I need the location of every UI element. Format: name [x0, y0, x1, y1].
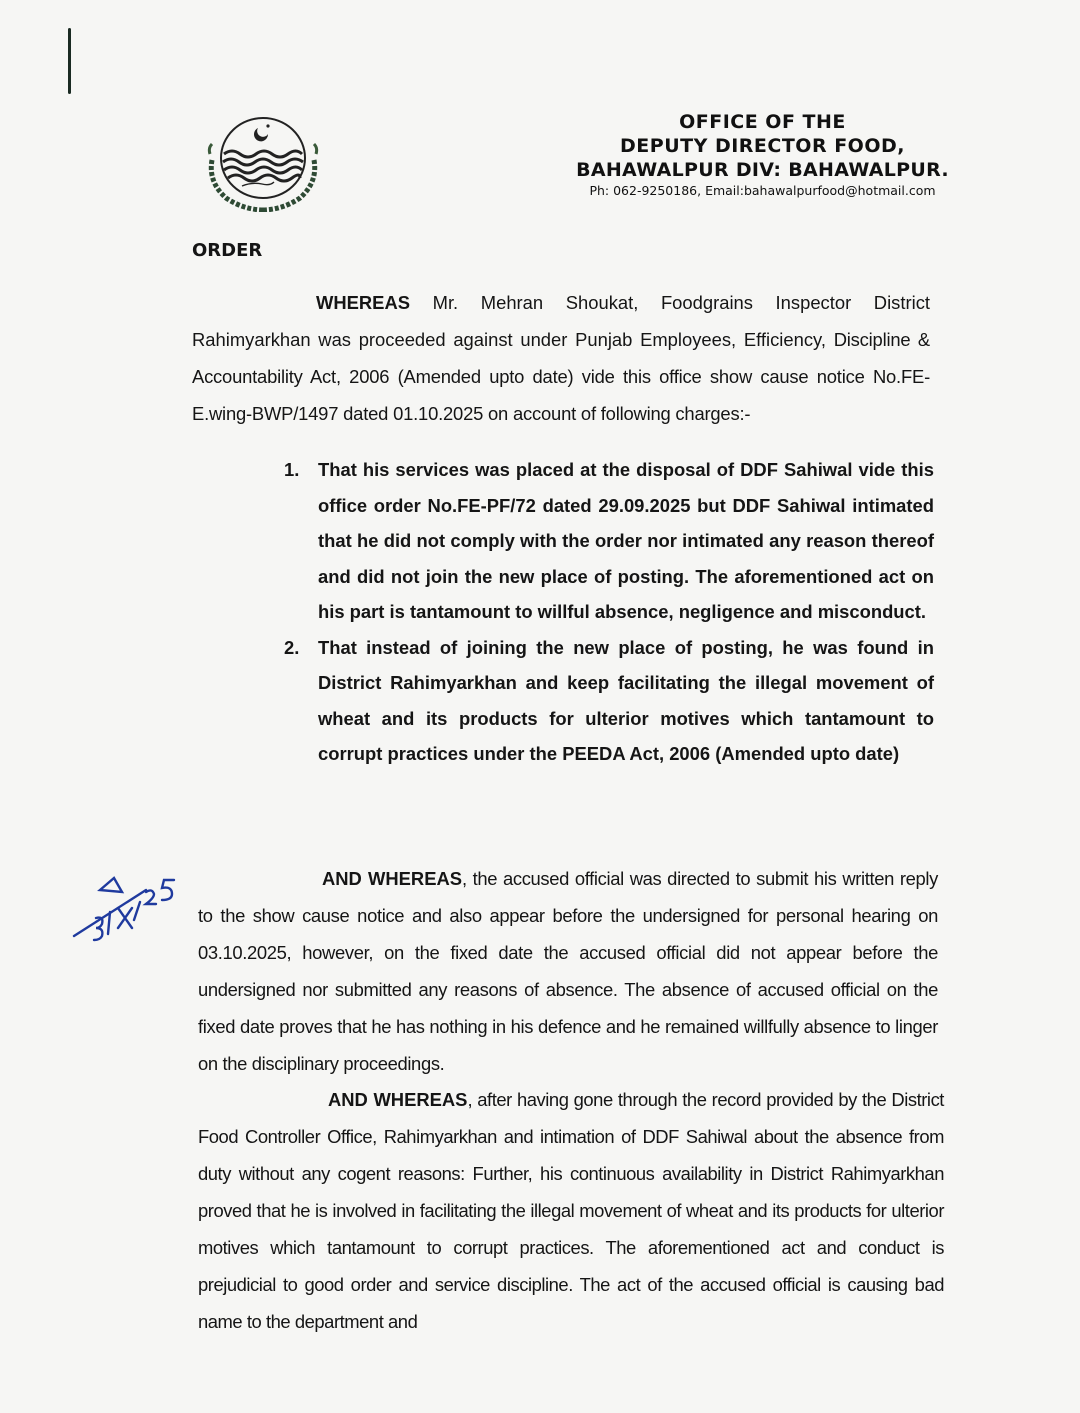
- charge-item: [284, 630, 934, 772]
- charge-item: [284, 452, 934, 630]
- handwritten-date-annotation: [70, 868, 185, 948]
- paragraph-and-whereas-2: [198, 1081, 944, 1340]
- order-title: ORDER: [192, 240, 263, 261]
- letterhead-line-2: DEPUTY DIRECTOR FOOD,: [620, 135, 905, 157]
- charge-number: 2.: [284, 636, 300, 658]
- letterhead-contact: Ph: 062-9250186, Email:bahawalpurfood@hotmail.com: [589, 183, 936, 198]
- paragraph-text: Discipline & Accountability Act, 2006 (Amended upto date) vide this office show cause notice No.FE-E.wing-BWP/1497 dated 01.10.2025 on account of following charges:-: [192, 329, 930, 424]
- paragraph-lead: AND WHEREAS: [328, 1089, 468, 1110]
- paragraph-text: Mr. Mehran Shoukat, Foodgrains Inspector District Rahimyarkhan was proceeded against under Punjab Employees, Efficiency,: [192, 292, 930, 350]
- punjab-emblem-icon: [198, 112, 328, 212]
- charge-text: That his services was placed at the disposal of DDF Sahiwal vide this office order No.FE-PF/72 dated 29.09.2025 but DDF Sahiwal intimated that he did not comply with the order nor intimated any reason thereof and did not join the new place of posting. The aforementioned act on his part is tantamount to willful absence, negligence and misconduct.: [318, 459, 934, 622]
- charge-number: 1.: [284, 459, 300, 480]
- charge-text: That instead of joining the new place of posting, he was found in District Rahimyarkhan and keep facilitating the illegal movement of wheat and its products for ulterior motives which tantamount to corrupt practices under the PEEDA Act, 2006 (Amended upto date): [318, 636, 934, 764]
- paragraph-whereas: [192, 284, 930, 432]
- letterhead: [540, 110, 985, 199]
- paragraph-text: , after having gone through the record provided by the District Food Controller Office, Rahimyarkhan and intimation of DDF Sahiwal about the absence from duty without any cogent reasons: Further, his continuous availability in District Rahimyarkhan proved that he is involved in facilitating the illegal movement of wheat and its products for ulterior motives which tantamount to corrupt practices. The aforementioned act and conduct is prejudicial to good order and service discipline. The act of the accused official is causing bad name to the department and: [198, 1089, 944, 1332]
- letterhead-line-1: OFFICE OF THE: [679, 111, 846, 133]
- margin-mark: [68, 28, 71, 94]
- letterhead-line-3: BAHAWALPUR DIV: BAHAWALPUR.: [576, 159, 949, 181]
- paragraph-lead: AND WHEREAS: [322, 868, 463, 889]
- paragraph-and-whereas-1: [198, 860, 938, 1082]
- charges-list: [284, 452, 934, 772]
- paragraph-lead: WHEREAS: [316, 292, 411, 313]
- paragraph-text: , the accused official was directed to submit his written reply to the show cause notice and also appear before the undersigned for personal hearing on 03.10.2025, however, on the fixed date the accused official did not appear before the undersigned nor submitted any reasons of absence. The absence of accused official on the fixed date proves that he has nothing in his defence and he remained willfully absence to linger on the disciplinary proceedings.: [198, 868, 938, 1074]
